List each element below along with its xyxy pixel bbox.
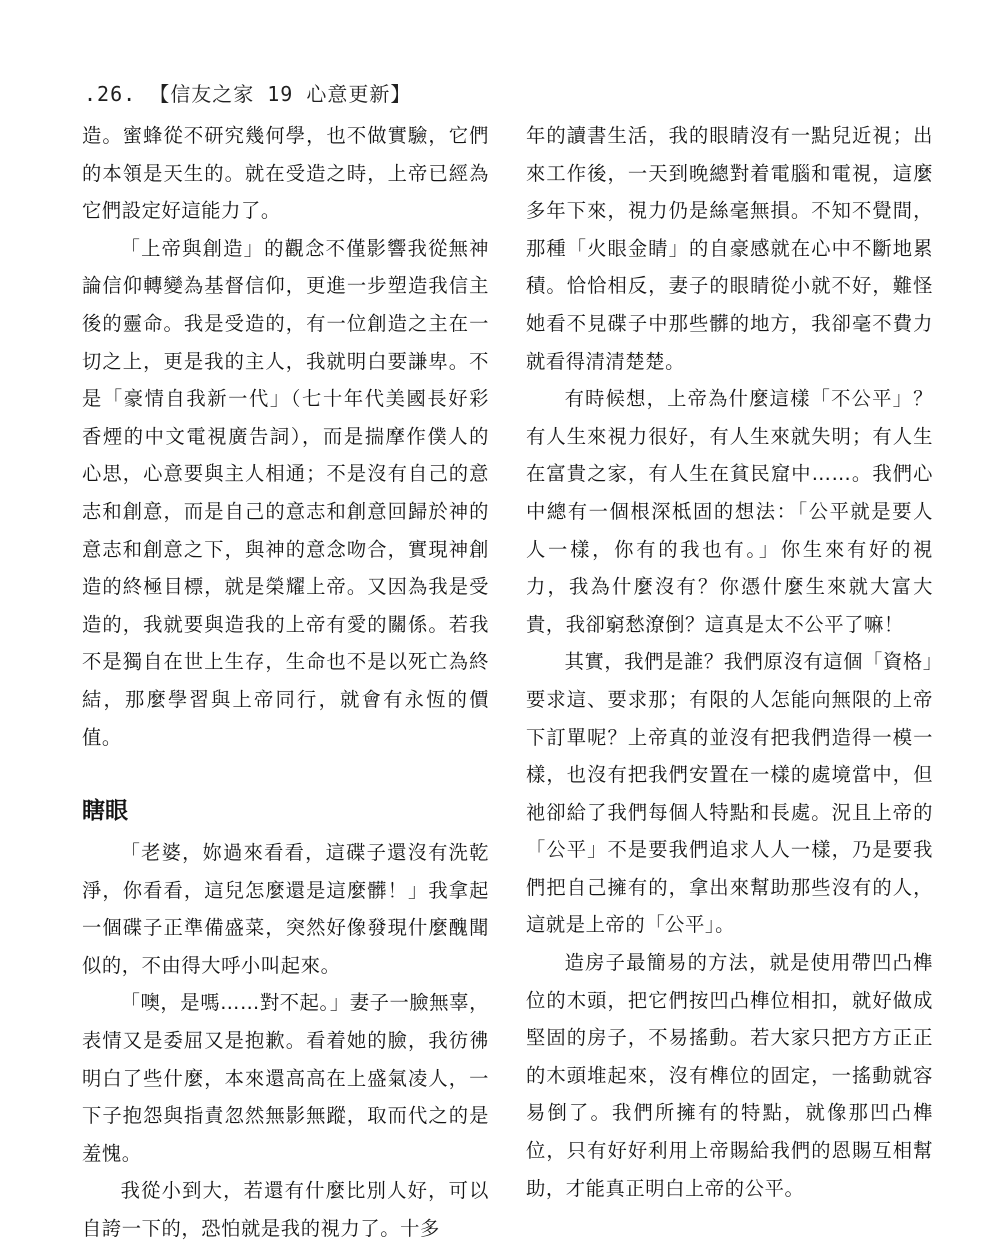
paragraph: 其實，我們是誰？我們原沒有這個「資格」要求這、要求那；有限的人怎能向無限的上帝下訂單呢？上帝真的並沒有把我們造得一模一樣，也沒有把我們安置在一樣的處境當中，但祂卻給了我們每個人特點和長處。況且上帝的「公平」不是要我們追求人人一樣，乃是要我們把自己擁有的，拿出來幫助那些沒有的人，這就是上帝的「公平」。	[526, 650, 933, 937]
paragraph: 「上帝與創造」的觀念不僅影響我從無神論信仰轉變為基督信仰，更進一步塑造我信主後的靈命。我是受造的，有一位創造之主在一切之上，更是我的主人，我就明白要謙卑。不是「豪情自我新一代」（七十年代美國長好彩香煙的中文電視廣告詞），而是揣摩作僕人的心思，心意要與主人相通；不是沒有自己的意志和創意，而是自己的意志和創意回歸於神的意志和創意之下，與神的意念吻合，實現神創造的終極目標，就是榮耀上帝。又因為我是受造的，我就要與造我的上帝有愛的關係。若我不是獨自在世上生存，生命也不是以死亡為終結，那麼學習與上帝同行，就會有永恆的價值。	[82, 236, 489, 749]
paragraph: 「噢，是嗎……對不起。」妻子一臉無辜，表情又是委屈又是抱歉。看着她的臉，我彷彿明白了些什麼，本來還高高在上盛氣凌人，一下子抱怨與指責忽然無影無蹤，取而代之的是羞愧。	[82, 991, 489, 1165]
paragraph: 「老婆，妳過來看看，這碟子還沒有洗乾淨，你看看，這兒怎麼還是這麼髒！」我拿起一個碟子正準備盛菜，突然好像發現什麼醜聞似的，不由得大呼小叫起來。	[82, 841, 489, 977]
paragraph: 年的讀書生活，我的眼睛沒有一點兒近視；出來工作後，一天到晚總對着電腦和電視，這麼多年下來，視力仍是絲毫無損。不知不覺間，那種「火眼金睛」的自豪感就在心中不斷地累積。恰恰相反，妻子的眼睛從小就不好，難怪她看不見碟子中那些髒的地方，我卻毫不費力就看得清清楚楚。	[526, 124, 933, 373]
paragraph: 有時候想，上帝為什麼這樣「不公平」？有人生來視力很好，有人生來就失明；有人生在富貴之家，有人生在貧民窟中……。我們心中總有一個根深柢固的想法：「公平就是要人人一樣，你有的我也有。」你生來有好的視力，我為什麼沒有？你憑什麼生來就大富大貴，我卻窮愁潦倒？這真是太不公平了嘛！	[526, 387, 933, 636]
paragraph: 造房子最簡易的方法，就是使用帶凹凸榫位的木頭，把它們按凹凸榫位相扣，就好做成堅固的房子，不易搖動。若大家只把方方正正的木頭堆起來，沒有榫位的固定，一搖動就容易倒了。我們所擁有的特點，就像那凹凸榫位，只有好好利用上帝賜給我們的恩賜互相幫助，才能真正明白上帝的公平。	[526, 951, 933, 1200]
right-column	[526, 117, 933, 1207]
paragraph: 我從小到大，若還有什麼比別人好，可以自誇一下的，恐怕就是我的視力了。十多	[82, 1179, 489, 1241]
left-column	[82, 117, 489, 1248]
section-title: 瞎眼	[82, 798, 128, 825]
paragraph: 造。蜜蜂從不研究幾何學，也不做實驗，它們的本領是天生的。就在受造之時，上帝已經為它們設定好這能力了。	[82, 124, 489, 223]
page-header: .26. 【信友之家 19 心意更新】	[84, 82, 412, 106]
